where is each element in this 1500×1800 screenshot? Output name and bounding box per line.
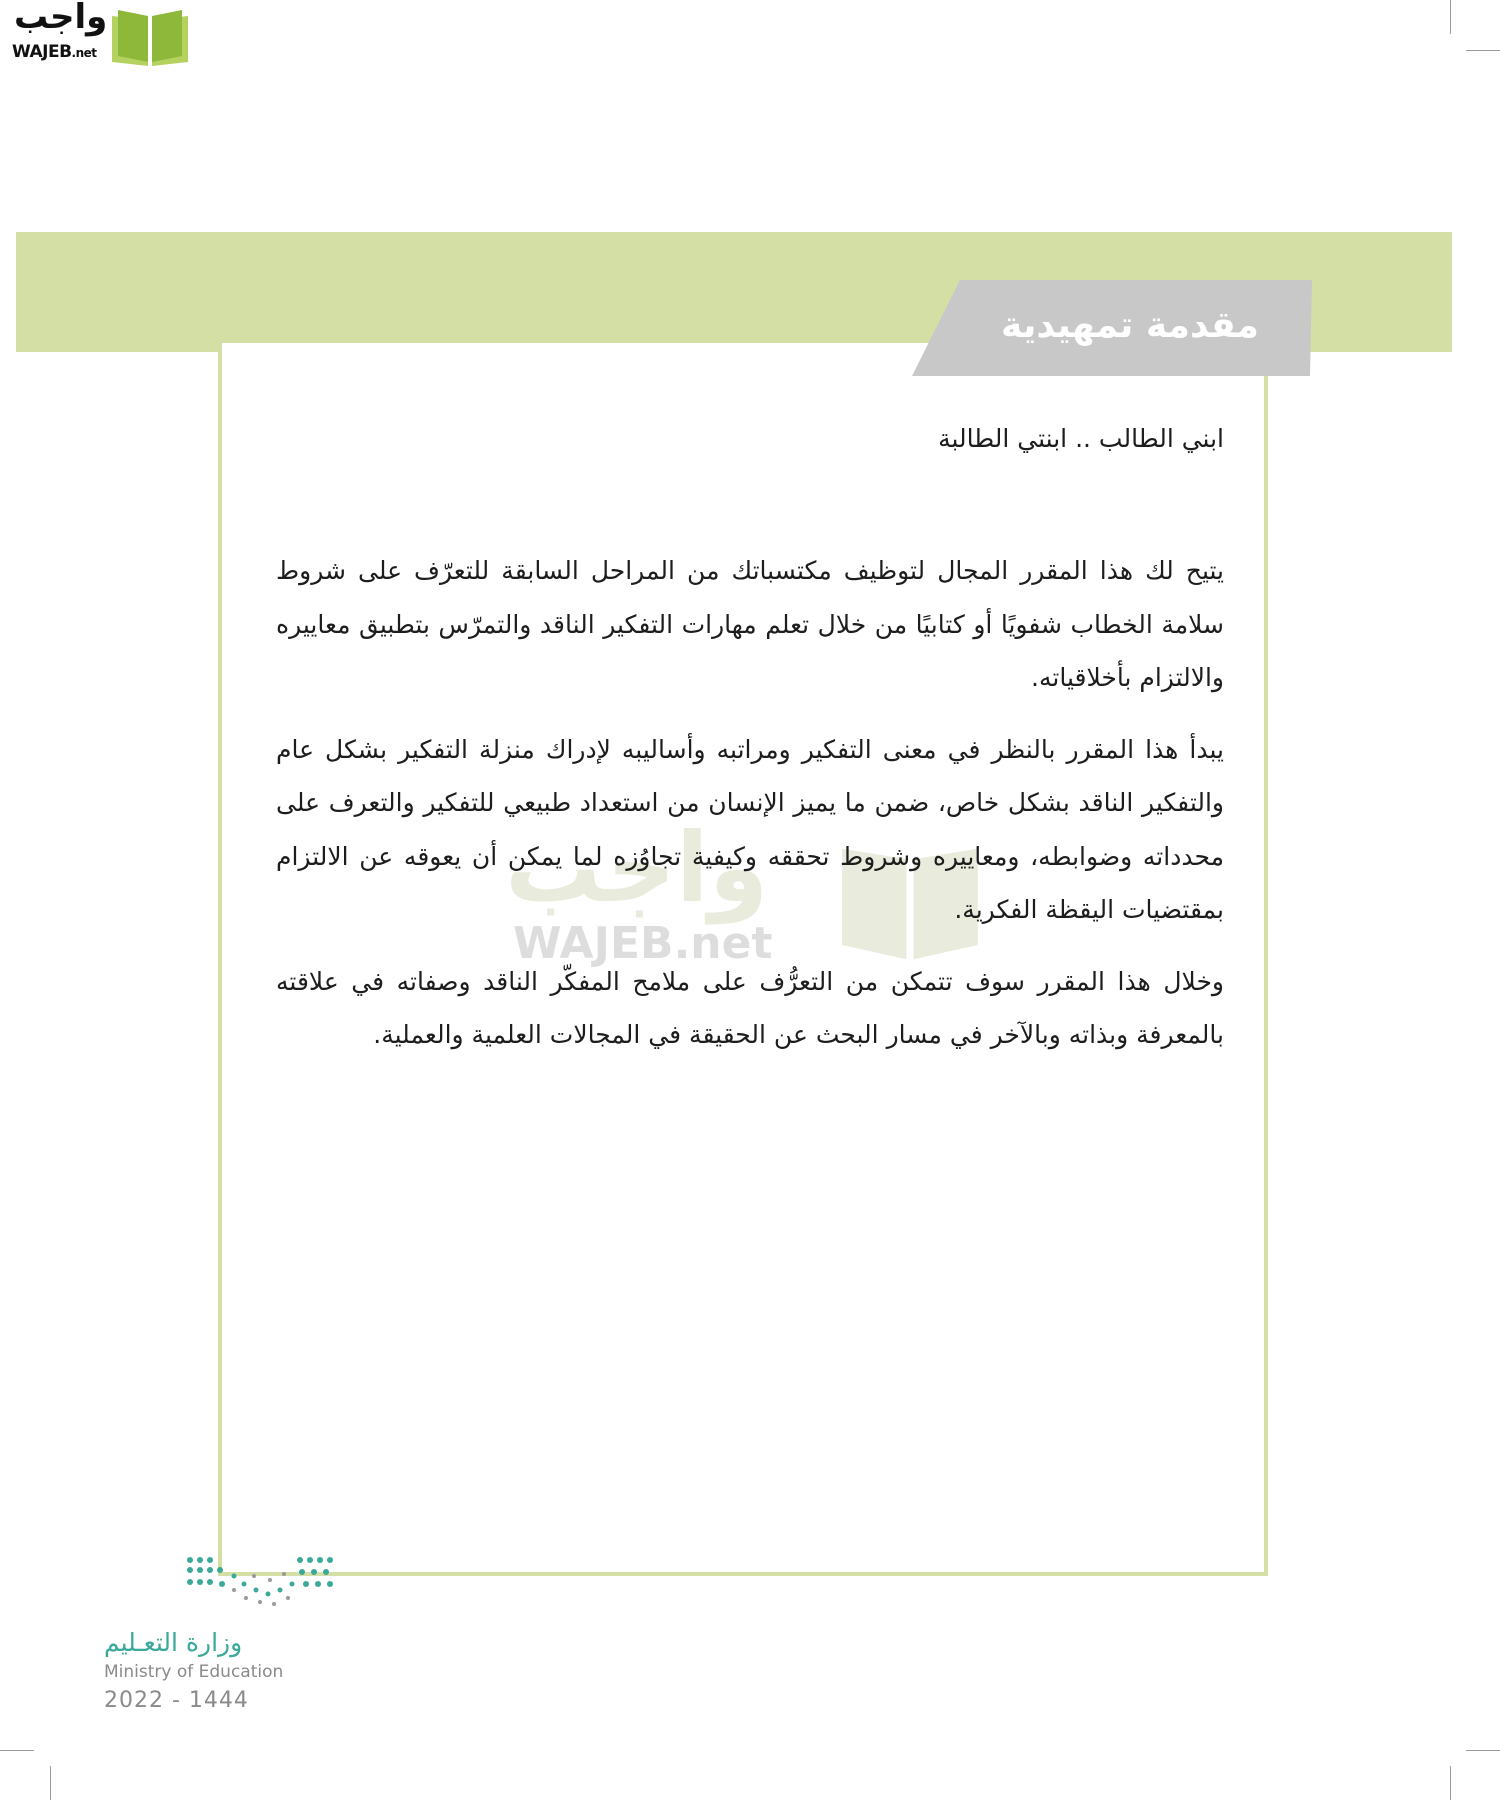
ministry-dots-emblem — [184, 1554, 444, 1624]
crop-mark — [50, 1766, 51, 1800]
greeting: ابني الطالب .. ابنتي الطالبة — [938, 424, 1224, 453]
ministry-name-english: Ministry of Education — [104, 1662, 284, 1682]
crop-mark — [0, 1750, 34, 1751]
crop-mark — [1450, 0, 1451, 34]
ministry-logo — [104, 1554, 364, 1714]
logo-suffix: .net — [71, 46, 97, 60]
ministry-name-arabic: وزارة التعـليم — [104, 1628, 243, 1657]
logo-latin-text — [12, 44, 97, 61]
paragraph: وخلال هذا المقرر سوف تتمكن من التعرُّف على ملامح المفكّر الناقد وصفاته في علاقته بالمعرفة وبذاته وبالآخر في مسار البحث عن الحقيقة في المجالات العلمية والعملية. — [276, 966, 1224, 1049]
edition-year: 2022 - 1444 — [104, 1688, 249, 1713]
page-title: مقدمة تمهيدية — [1001, 305, 1259, 346]
paragraph: يتيح لك هذا المقرر المجال لتوظيف مكتسباتك من المراحل السابقة للتعرّف على شروط سلامة الخطاب شفويًا أو كتابيًا من خلال تعلم مهارات التفكير الناقد والتمرّس بتطبيق معاييره والالتزام بأخلاقياته. — [276, 556, 1224, 692]
crop-mark — [1466, 1750, 1500, 1751]
book-icon — [108, 6, 192, 66]
crop-mark — [1450, 1766, 1451, 1800]
wajeb-logo — [8, 0, 192, 66]
intro-text — [276, 414, 1224, 1080]
logo-latin: WAJEB — [12, 42, 72, 62]
logo-arabic-text: واجب — [14, 0, 108, 37]
paragraph: يبدأ هذا المقرر بالنظر في معنى التفكير ومراتبه وأساليبه لإدراك منزلة التفكير بشكل عام والتفكير الناقد بشكل خاص، ضمن ما يميز الإنسان من استعداد طبيعي للتفكير والتعرف على محدداته وضوابطه، ومعاييره وشروط تحققه وكيفية تجاوُزه لما يمكن أن يعوقه عن الالتزام بمقتضيات اليقظة الفكرية. — [276, 734, 1224, 924]
crop-mark — [1466, 50, 1500, 51]
